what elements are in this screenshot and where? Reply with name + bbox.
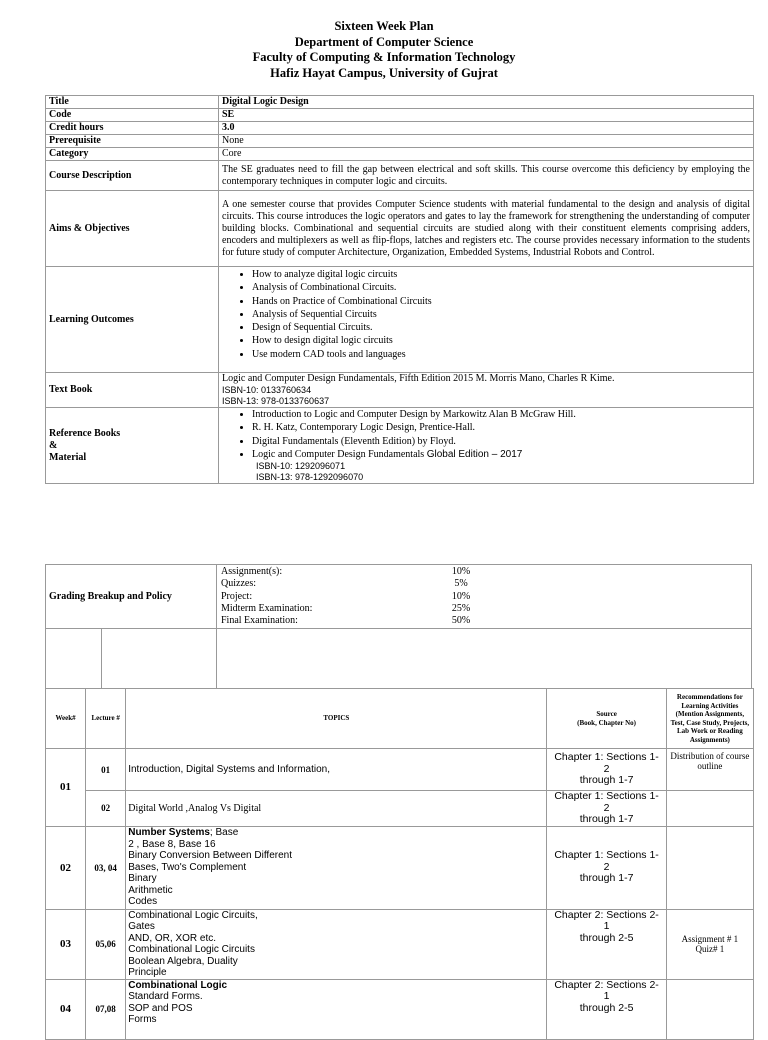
grade-item-name: Assignment(s): — [221, 566, 283, 577]
reference-item: • Introduction to Logic and Computer Design by Markowitz Alan B McGraw Hill. — [252, 408, 750, 421]
outcome-item: • Design of Sequential Circuits. — [252, 321, 750, 334]
topic-line: Principle — [128, 967, 167, 978]
topic-line — [128, 827, 544, 839]
source-cell — [547, 909, 666, 979]
topics-header: TOPICS — [126, 689, 547, 749]
grade-item-pct: 5% — [454, 578, 468, 590]
source-cell — [547, 749, 666, 791]
topic-cell — [126, 826, 547, 909]
credit-label: Credit hours — [46, 122, 219, 135]
outcomes-cell — [219, 267, 754, 373]
reference-edition: Global Edition – 2017 — [426, 448, 523, 460]
week-number: 02 — [46, 826, 86, 909]
topic-line: Combinational Logic Circuits, — [128, 909, 258, 921]
recommendation-line: Assignment # 1 — [681, 934, 739, 944]
grade-item-name: Midterm Examination: — [221, 602, 313, 614]
outcomes-list — [222, 268, 750, 361]
title-value: Digital Logic Design — [219, 96, 754, 109]
grade-item-pct: 50% — [451, 615, 471, 627]
grading-table — [45, 564, 752, 689]
lecture-number: 03, 04 — [86, 826, 126, 909]
empty-cell — [46, 629, 102, 689]
textbook-label: Text Book — [46, 373, 219, 408]
source-line: through 1-7 — [579, 813, 634, 825]
reference-item — [252, 448, 750, 461]
credit-value: 3.0 — [219, 122, 754, 135]
topic-cell — [126, 979, 547, 1039]
source-line: Chapter 1: Sections 1- — [554, 751, 659, 764]
outcome-item: • Analysis of Sequential Circuits — [252, 308, 750, 321]
schedule-table — [45, 688, 754, 1040]
code-value: SE — [219, 109, 754, 122]
document-header — [0, 19, 768, 81]
grade-item-pct: 25% — [451, 602, 471, 614]
references-list — [222, 408, 750, 461]
outcome-item: • How to design digital logic circuits — [252, 334, 750, 347]
grade-item-name: Quizzes: — [221, 578, 256, 590]
topic-line: Boolean Algebra, Duality — [128, 955, 238, 967]
department-name: Department of Computer Science — [294, 34, 474, 49]
source-line: Chapter 1: Sections 1- — [554, 790, 659, 802]
recommendation-cell — [666, 826, 753, 909]
course-info-table — [45, 95, 754, 484]
textbook-isbn13: ISBN-13: 978-0133760637 — [222, 396, 330, 406]
recommendation-cell — [666, 791, 753, 827]
references-label-line: Reference Books — [49, 427, 121, 439]
references-cell — [219, 408, 754, 484]
aims-value: A one semester course that provides Computer Science students with material fundamental to the design and analysis of digital circuits. This course introduces the logic operators and gates to lay the framework for strengthening the understanding of computer building blocks. Combinational and sequential circuits are studied along with their constituent elements comprising adders, encoders and multiplexers as well as flip-flops, latches and registers etc. The course provides necessary information to the students for future study of computer Architecture, Organization, Embedded Systems, Industrial Robots and Control. — [219, 191, 754, 267]
topic-line: 2 , Base 8, Base 16 — [128, 838, 216, 850]
topic-heading: Combinational Logic — [128, 979, 228, 991]
topic-cell: Introduction, Digital Systems and Information, — [126, 749, 547, 791]
code-label: Code — [46, 109, 219, 122]
description-label: Course Description — [46, 161, 219, 191]
lecture-header: Lecture # — [86, 689, 126, 749]
reference-item: • Digital Fundamentals (Eleventh Edition) by Floyd. — [252, 435, 750, 448]
week-number: 04 — [46, 979, 86, 1039]
prereq-label: Prerequisite — [46, 135, 219, 148]
recommendation-cell: Distribution of course outline — [666, 749, 753, 791]
topic-heading: Number Systems — [128, 827, 210, 839]
topic-line: Bases, Two's Complement — [128, 861, 247, 873]
lecture-number: 02 — [86, 791, 126, 827]
source-line: through 1-7 — [579, 774, 634, 787]
topic-line: Standard Forms. — [128, 991, 203, 1002]
source-line: through 1-7 — [579, 872, 634, 885]
outcome-item: • Analysis of Combinational Circuits. — [252, 281, 750, 294]
recommendation-line: Quiz# 1 — [695, 944, 725, 954]
aims-label: Aims & Objectives — [46, 191, 219, 267]
reference-isbn10: ISBN-10: 1292096071 — [256, 461, 346, 472]
textbook-isbn10: ISBN-10: 0133760634 — [222, 385, 312, 395]
category-value: Core — [219, 148, 754, 161]
references-label-line: & — [49, 439, 58, 451]
grading-label: Grading Breakup and Policy — [46, 565, 217, 629]
source-line: through 2-5 — [579, 931, 634, 944]
empty-cell — [102, 629, 217, 689]
source-cell — [547, 791, 666, 827]
grade-item-name: Project: — [221, 590, 253, 602]
recommendation-cell — [666, 979, 753, 1039]
topic-cell: Digital World ,Analog Vs Digital — [126, 791, 547, 827]
source-line: 1 — [603, 920, 610, 932]
topic-line: Arithmetic — [128, 884, 173, 896]
title-label: Title — [46, 96, 219, 109]
source-line: Chapter 2: Sections 2- — [554, 908, 659, 921]
topic-line: Codes — [128, 896, 158, 908]
grade-item-pct: 10% — [451, 566, 471, 577]
grade-item-name: Final Examination: — [221, 615, 298, 627]
lecture-number: 01 — [86, 749, 126, 791]
source-line: Chapter 2: Sections 2- — [554, 978, 659, 991]
topic-line: Forms — [128, 1014, 157, 1025]
source-line: 2 — [603, 801, 610, 814]
outcome-item: • Use modern CAD tools and languages — [252, 348, 750, 361]
reference-title: Logic and Computer Design Fundamentals — [252, 448, 425, 460]
topic-line: AND, OR, XOR etc. — [128, 932, 217, 944]
source-header-line: (Book, Chapter No) — [577, 718, 636, 727]
source-header-line: Source — [596, 710, 617, 718]
lecture-number: 07,08 — [86, 979, 126, 1039]
campus-name: Hafiz Hayat Campus, University of Gujrat — [270, 65, 498, 80]
textbook-value: Logic and Computer Design Fundamentals, Fifth Edition 2015 M. Morris Mano, Charles R Kime. — [222, 373, 615, 384]
category-label: Category — [46, 148, 219, 161]
grade-item-pct: 10% — [451, 590, 471, 602]
outcomes-label: Learning Outcomes — [46, 267, 219, 373]
recommendations-header: Recommendations for Learning Activities (Mention Assignments, Test, Case Study, Projects, Lab Work or Reading Assignments) — [666, 689, 753, 749]
empty-cell — [217, 629, 752, 689]
description-value: The SE graduates need to fill the gap between electrical and soft skills. This course overcome this deficiency by employing the contemporary techniques in computer logic and circuits. — [219, 161, 754, 191]
references-label — [46, 408, 219, 484]
grading-list — [218, 566, 750, 627]
topic-line: Combinational Logic Circuits — [128, 944, 255, 955]
textbook-cell — [219, 373, 754, 408]
topic-line: Binary Conversion Between Different — [128, 850, 293, 862]
outcome-item: • How to analyze digital logic circuits — [252, 268, 750, 281]
source-line: 1 — [603, 990, 610, 1002]
prereq-value: None — [219, 135, 754, 148]
week-number: 01 — [46, 749, 86, 827]
plan-title: Sixteen Week Plan — [334, 19, 434, 33]
topic-line: Gates — [128, 921, 155, 932]
source-line: 2 — [603, 762, 610, 775]
topic-line: SOP and POS — [128, 1002, 193, 1014]
source-header — [547, 689, 666, 749]
topic-line: Binary — [128, 873, 157, 885]
reference-item: • R. H. Katz, Contemporary Logic Design, Prentice-Hall. — [252, 421, 750, 434]
source-line: through 2-5 — [579, 1001, 634, 1014]
topic-heading-rest: ; Base — [209, 827, 239, 839]
week-number: 03 — [46, 909, 86, 979]
source-line: 2 — [603, 860, 610, 873]
topic-cell — [126, 909, 547, 979]
week-header: Week# — [46, 689, 86, 749]
topic-line — [128, 980, 544, 992]
grading-cell — [217, 565, 752, 629]
reference-isbn13: ISBN-13: 978-1292096070 — [256, 472, 364, 483]
lecture-number: 05,06 — [86, 909, 126, 979]
recommendation-cell — [666, 909, 753, 979]
source-cell — [547, 826, 666, 909]
outcome-item: • Hands on Practice of Combinational Circuits — [252, 295, 750, 308]
faculty-name: Faculty of Computing & Information Technology — [252, 50, 516, 64]
source-cell — [547, 979, 666, 1039]
source-line: Chapter 1: Sections 1- — [554, 849, 659, 862]
references-label-line: Material — [49, 451, 87, 463]
